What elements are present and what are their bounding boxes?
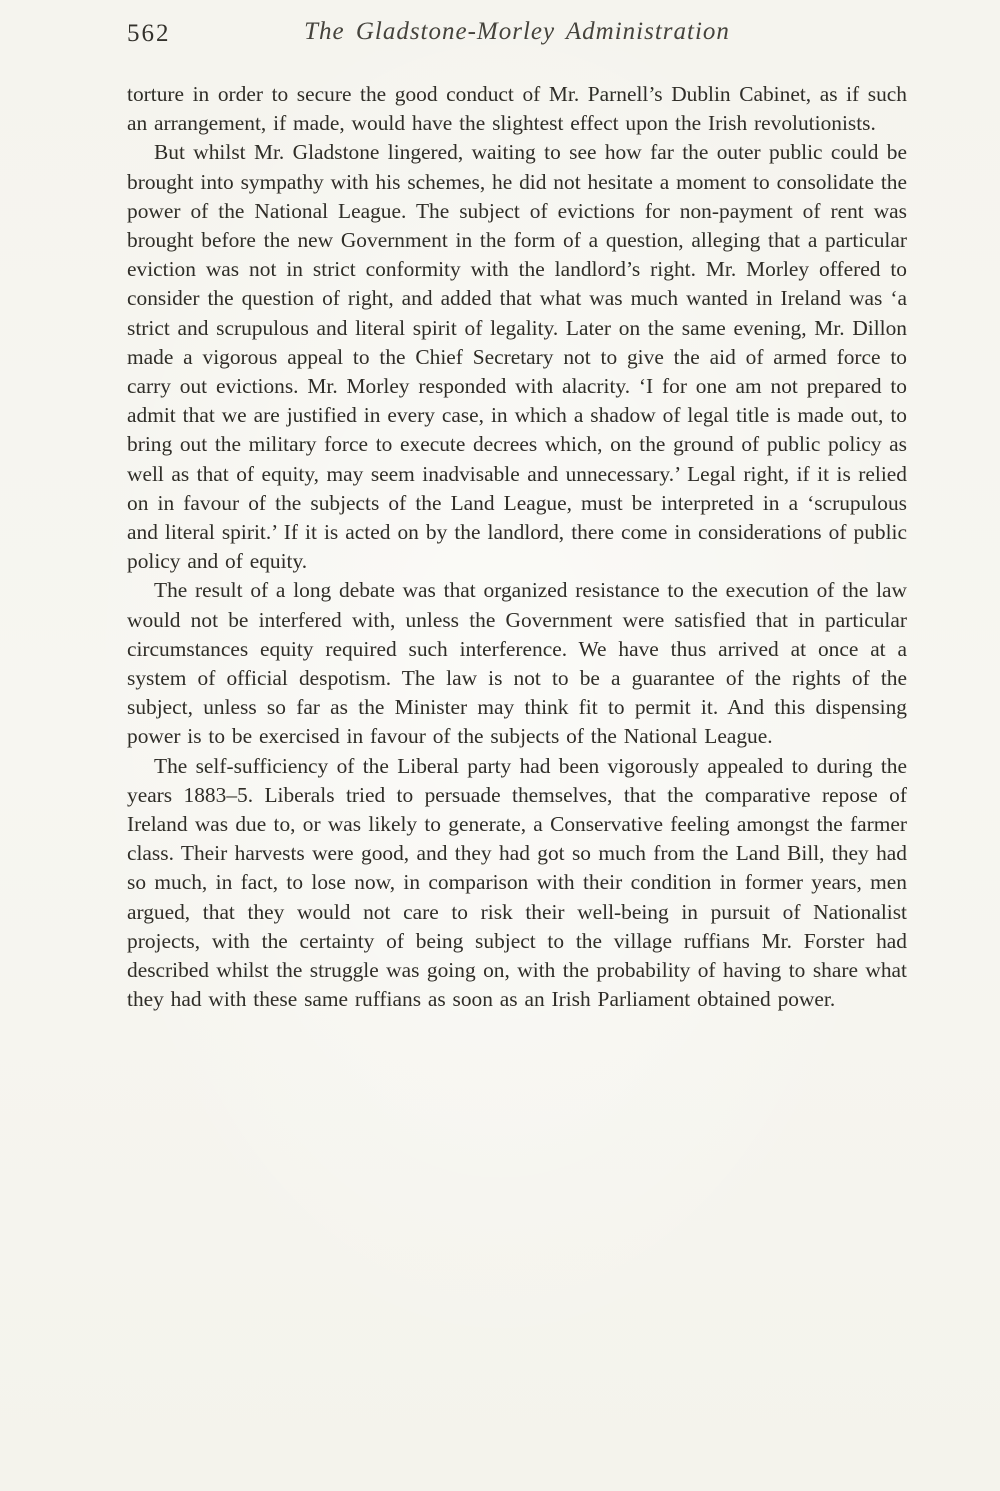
page-header (127, 18, 907, 54)
page-body (127, 80, 907, 1015)
paragraph: But whilst Mr. Gladstone lingered, waiting to see how far the outer public could be brought into sympathy with his schemes, he did not hesitate a moment to consolidate the power of the National League. The subject of evictions for non-payment of rent was brought before the new Government in the form of a question, alleging that a particular eviction was not in strict conformity with the landlord’s right. Mr. Morley offered to consider the question of right, and added that what was much wanted in Ireland was ‘a strict and scrupulous and literal spirit of legality. Later on the same evening, Mr. Dillon made a vigorous appeal to the Chief Secretary not to give the aid of armed force to carry out evictions. Mr. Morley responded with alacrity. ‘I for one am not prepared to admit that we are justified in every case, in which a shadow of legal title is made out, to bring out the military force to execute decrees which, on the ground of public policy as well as that of equity, may seem inadvisable and unnecessary.’ Legal right, if it is relied on in favour of the subjects of the Land League, must be interpreted in a ‘scrupulous and literal spirit.’ If it is acted on by the landlord, there come in considerations of public policy and of equity. (127, 140, 907, 574)
page-number: 562 (127, 20, 171, 47)
paragraph: torture in order to secure the good conduct of Mr. Parnell’s Dublin Cabinet, as if such an arrangement, if made, would have the slightest effect upon the Irish revolutionists. (127, 82, 907, 136)
paragraph: The result of a long debate was that organized resistance to the execution of the law would not be interfered with, unless the Government were satisfied that in particular circumstances equity required such interference. We have thus arrived at once at a system of official despotism. The law is not to be a guarantee of the rights of the subject, unless so far as the Minister may think fit to permit it. And this dispensing power is to be exercised in favour of the subjects of the National League. (127, 578, 907, 749)
running-title: The Gladstone-Morley Administration (304, 18, 730, 45)
paragraph: The self-sufficiency of the Liberal party had been vigorously appealed to during the years 1883–5. Liberals tried to persuade themselves, that the comparative repose of Ireland was due to, or was likely to generate, a Conservative feeling amongst the farmer class. Their harvests were good, and they had got so much from the Land Bill, they had so much, in fact, to lose now, in comparison with their condition in former years, men argued, that they would not care to risk their well-being in pursuit of Nationalist projects, with the certainty of being subject to the village ruffians Mr. Forster had described whilst the struggle was going on, with the probability of having to share what they had with these same ruffians as soon as an Irish Parliament obtained power. (127, 753, 907, 1012)
